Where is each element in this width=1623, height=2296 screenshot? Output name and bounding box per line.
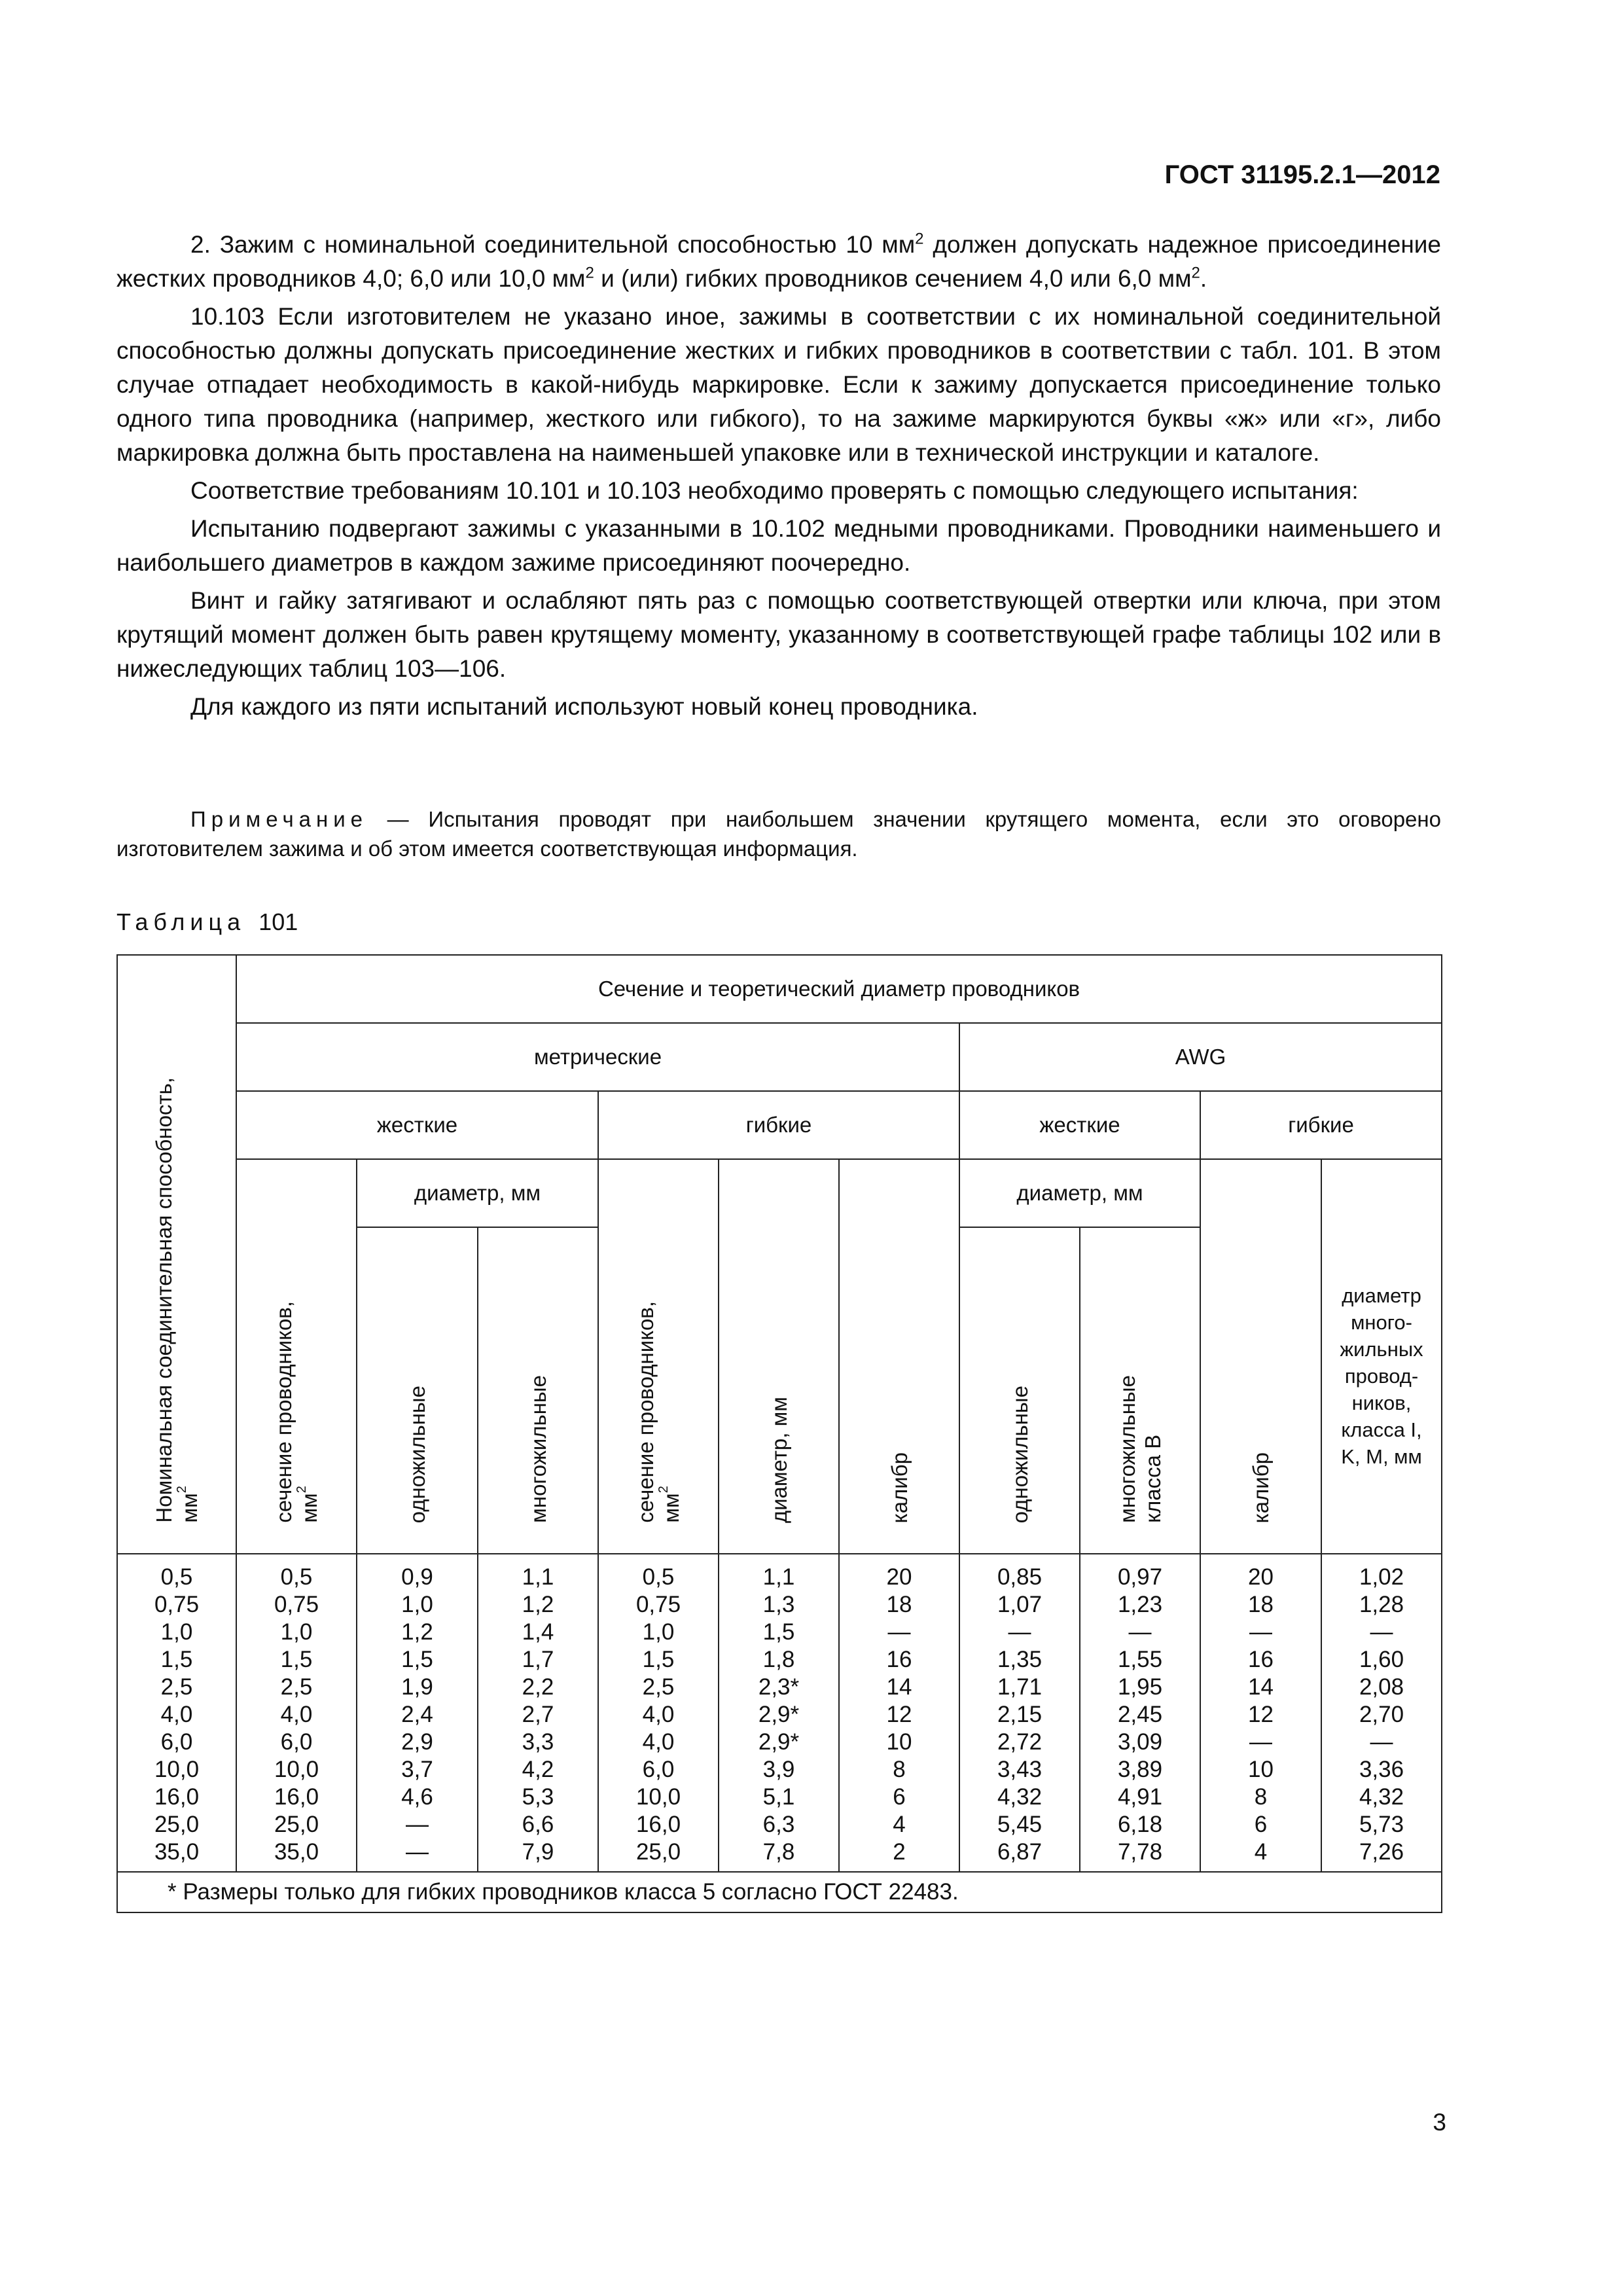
table-cell: 1,0 <box>280 1619 313 1645</box>
table-cell: 10 <box>886 1729 912 1755</box>
table-cell: 6,0 <box>642 1757 675 1782</box>
conductor-table <box>116 954 1442 1913</box>
table-cell: 2 <box>893 1839 906 1865</box>
col-awg-rigid-stranded <box>1080 1554 1200 1872</box>
note-text: — Испытания проводят при наибольшем значении крутящего момента, если это оговорено изготовителем зажима и об этом имеется соответствующая информация. <box>116 807 1441 861</box>
table-cell: 1,28 <box>1359 1592 1404 1617</box>
table-cell: 16,0 <box>154 1784 200 1810</box>
table-cell: 1,02 <box>1359 1564 1404 1590</box>
table-cell: 2,9 <box>401 1729 433 1755</box>
table-cell: 7,9 <box>522 1839 554 1865</box>
col-metric-flexible-diameter <box>719 1554 839 1872</box>
table-cell: 1,0 <box>401 1592 433 1617</box>
table-cell: 7,78 <box>1117 1839 1163 1865</box>
table-cell: 5,45 <box>997 1812 1043 1837</box>
table-cell: 4 <box>1254 1839 1268 1865</box>
table-cell: — <box>1249 1729 1272 1755</box>
note <box>116 804 1441 863</box>
table-cell: 14 <box>886 1674 912 1700</box>
table-cell: — <box>887 1619 911 1645</box>
table-cell: 0,75 <box>635 1592 681 1617</box>
table-cell: 6,3 <box>762 1812 795 1837</box>
page-number: 3 <box>1433 2109 1446 2136</box>
col-metric-rigid-section <box>236 1554 357 1872</box>
table-cell: 4,32 <box>997 1784 1043 1810</box>
table-cell: 0,85 <box>997 1564 1043 1590</box>
col-metric-rigid-stranded <box>478 1554 598 1872</box>
table-data-row <box>117 1554 1442 1872</box>
header-nominal-capacity: Номинальная соединительная способность, $мм^2$ <box>117 955 236 1554</box>
table-cell: 0,75 <box>274 1592 319 1617</box>
table-cell: — <box>1249 1619 1272 1645</box>
table-cell: 1,2 <box>522 1592 554 1617</box>
table-cell: 2,72 <box>997 1729 1043 1755</box>
col-awg-flexible-diameter <box>1321 1554 1442 1872</box>
table-cell: 18 <box>1248 1592 1274 1617</box>
table-cell: 4 <box>893 1812 906 1837</box>
table-cell: 12 <box>1248 1702 1274 1727</box>
table-cell: 10,0 <box>274 1757 319 1782</box>
table-cell: 16 <box>1248 1647 1274 1672</box>
table-cell: 3,9 <box>762 1757 795 1782</box>
table-cell: 1,0 <box>642 1619 675 1645</box>
table-cell: 3,09 <box>1117 1729 1163 1755</box>
table-cell: 4,32 <box>1359 1784 1404 1810</box>
table-cell: 1,4 <box>522 1619 554 1645</box>
table-cell: 2,9* <box>758 1702 800 1727</box>
table-cell: 4,91 <box>1117 1784 1163 1810</box>
col-awg-rigid-solid <box>959 1554 1080 1872</box>
table-cell: 2,5 <box>280 1674 313 1700</box>
table-cell: 4,0 <box>280 1702 313 1727</box>
table-cell: 20 <box>1248 1564 1274 1590</box>
table-cell: 7,8 <box>762 1839 795 1865</box>
table-cell: 5,1 <box>762 1784 795 1810</box>
table-cell: 8 <box>1254 1784 1268 1810</box>
col-metric-rigid-solid <box>357 1554 478 1872</box>
table-cell: 16,0 <box>274 1784 319 1810</box>
table-cell: 0,9 <box>401 1564 433 1590</box>
table-cell: 10,0 <box>635 1784 681 1810</box>
table-cell: 1,1 <box>522 1564 554 1590</box>
table-cell: 2,5 <box>642 1674 675 1700</box>
paragraph-item-2: 2. Зажим с номинальной соединительной способностью 10 $мм^2$ должен допускать надежное присоединение жестких проводников 4,0; 6,0 или 10,0 $мм^2$ и (или) гибких проводников сечением 4,0 или 6,0 $мм^2$. <box>116 230 1442 292</box>
header-awg-solid: одножильные <box>959 1227 1080 1554</box>
header-metric-flexible: гибкие <box>598 1091 959 1159</box>
table-cell: 2,4 <box>401 1702 433 1727</box>
table-cell: 7,26 <box>1359 1839 1404 1865</box>
table-cell: 1,07 <box>997 1592 1043 1617</box>
table-cell: 0,5 <box>160 1564 193 1590</box>
table-cell: 25,0 <box>635 1839 681 1865</box>
table-cell: 1,9 <box>401 1674 433 1700</box>
table-cell: 12 <box>886 1702 912 1727</box>
paragraph-test: Испытанию подвергают зажимы с указанными в 10.102 медными проводниками. Проводники наименьшего и наибольшего диаметров в каждом зажиме присоединяют поочередно. <box>116 515 1441 576</box>
table-cell: 3,7 <box>401 1757 433 1782</box>
table-cell: 0,97 <box>1117 1564 1163 1590</box>
table-cell: — <box>1008 1619 1031 1645</box>
table-cell: 6 <box>893 1784 906 1810</box>
table-cell: 0,5 <box>280 1564 313 1590</box>
table-cell: 20 <box>886 1564 912 1590</box>
paragraph-10-103: 10.103 Если изготовителем не указано иное, зажимы в соответствии с их номинальной соединительной способностью должны допускать присоединение жестких и гибких проводников в соответствии с табл. 101. В этом случае отпадает необходимость в какой-нибудь маркировке. Если к зажиму допускается присоединение только одного типа проводника (например, жесткого или гибкого), то на зажиме маркируются буквы «ж» или «г», либо маркировка должна быть проставлена на наименьшей упаковке или в технической инструкции и каталоге. <box>116 303 1441 466</box>
header-section-diameter: Сечение и теоретический диаметр проводников <box>236 955 1442 1023</box>
table-cell: — <box>1128 1619 1152 1645</box>
table-cell: 6,0 <box>280 1729 313 1755</box>
table-cell: 6,6 <box>522 1812 554 1837</box>
table-cell: 4,0 <box>642 1729 675 1755</box>
table-caption: Таблица 101 <box>116 908 298 935</box>
table-cell: 1,55 <box>1117 1647 1163 1672</box>
table-cell: 6,87 <box>997 1839 1043 1865</box>
table-cell: 10 <box>1248 1757 1274 1782</box>
table-cell: — <box>406 1839 429 1865</box>
table-cell: 35,0 <box>154 1839 200 1865</box>
table-cell: 18 <box>886 1592 912 1617</box>
table-cell: 1,2 <box>401 1619 433 1645</box>
header-metric-rigid-section: сечение проводников, $мм^2$ <box>236 1159 357 1554</box>
header-awg-flexible: гибкие <box>1200 1091 1442 1159</box>
table-cell: 1,7 <box>522 1647 554 1672</box>
body-text <box>116 228 1441 724</box>
table-cell: 4,2 <box>522 1757 554 1782</box>
header-metric-flexible-section: сечение проводников, $мм^2$ <box>598 1159 719 1554</box>
table-footnote: * Размеры только для гибких проводников класса 5 согласно ГОСТ 22483. <box>117 1872 1442 1912</box>
table-cell: 6,18 <box>1117 1812 1163 1837</box>
table-cell: 2,5 <box>160 1674 193 1700</box>
table-cell: — <box>1370 1729 1393 1755</box>
table-cell: — <box>1370 1619 1393 1645</box>
table-cell: — <box>406 1812 429 1837</box>
table-cell: 1,23 <box>1117 1592 1163 1617</box>
table-cell: 1,1 <box>762 1564 795 1590</box>
header-awg-flexible-diameter: диаметр много-жильных провод-ников, класса I, K, M, мм <box>1321 1159 1442 1554</box>
table-cell: 2,3* <box>758 1674 800 1700</box>
header-metric-rigid: жесткие <box>236 1091 598 1159</box>
document-code: ГОСТ 31195.2.1—2012 <box>1164 160 1440 189</box>
table-cell: 1,5 <box>280 1647 313 1672</box>
table-cell: 1,0 <box>160 1619 193 1645</box>
header-awg-flexible-gauge: калибр <box>1200 1159 1321 1554</box>
table-cell: 1,5 <box>401 1647 433 1672</box>
col-awg-rigid-gauge <box>839 1554 959 1872</box>
table-cell: 1,35 <box>997 1647 1043 1672</box>
header-metric-stranded: многожильные <box>478 1227 598 1554</box>
table-cell: 2,70 <box>1359 1702 1404 1727</box>
paragraph-new-end: Для каждого из пяти испытаний используют новый конец проводника. <box>190 693 978 720</box>
table-cell: 5,3 <box>522 1784 554 1810</box>
table-cell: 3,3 <box>522 1729 554 1755</box>
table-cell: 3,36 <box>1359 1757 1404 1782</box>
header-awg-rigid-gauge: калибр <box>839 1159 959 1554</box>
table-cell: 2,7 <box>522 1702 554 1727</box>
table-cell: 4,0 <box>642 1702 675 1727</box>
table-cell: 8 <box>893 1757 906 1782</box>
note-label: Примечание <box>190 807 368 831</box>
table-cell: 1,5 <box>642 1647 675 1672</box>
table-cell: 16 <box>886 1647 912 1672</box>
table-cell: 2,45 <box>1117 1702 1163 1727</box>
table-cell: 6 <box>1254 1812 1268 1837</box>
header-awg-stranded: многожильные класса B <box>1080 1227 1200 1554</box>
table-cell: 0,75 <box>154 1592 200 1617</box>
header-metric-solid: одножильные <box>357 1227 478 1554</box>
table-cell: 0,5 <box>642 1564 675 1590</box>
paragraph-torque: Винт и гайку затягивают и ослабляют пять раз с помощью соответствующей отвертки или ключа, при этом крутящий момент должен быть равен крутящему моменту, указанному в соответствующей графе таблицы 102 или в нижеследующих таблиц 103—106. <box>116 587 1441 682</box>
table-cell: 1,5 <box>762 1619 795 1645</box>
table-cell: 25,0 <box>274 1812 319 1837</box>
table-cell: 2,2 <box>522 1674 554 1700</box>
col-awg-flexible-gauge <box>1200 1554 1321 1872</box>
table-cell: 1,3 <box>762 1592 795 1617</box>
table-cell: 4,0 <box>160 1702 193 1727</box>
table-cell: 1,71 <box>997 1674 1043 1700</box>
table-cell: 5,73 <box>1359 1812 1404 1837</box>
table-cell: 1,5 <box>160 1647 193 1672</box>
table-cell: 6,0 <box>160 1729 193 1755</box>
paragraph-compliance: Соответствие требованиям 10.101 и 10.103 необходимо проверять с помощью следующего испытания: <box>190 477 1359 504</box>
header-metric: метрические <box>236 1023 959 1091</box>
table-cell: 1,8 <box>762 1647 795 1672</box>
table-cell: 2,15 <box>997 1702 1043 1727</box>
table-cell: 1,95 <box>1117 1674 1163 1700</box>
table-cell: 35,0 <box>274 1839 319 1865</box>
header-awg-rigid: жесткие <box>959 1091 1200 1159</box>
table-cell: 2,08 <box>1359 1674 1404 1700</box>
table-cell: 16,0 <box>635 1812 681 1837</box>
table-cell: 10,0 <box>154 1757 200 1782</box>
table-cell: 1,60 <box>1359 1647 1404 1672</box>
header-awg-rigid-diameter: диаметр, мм <box>959 1159 1200 1227</box>
table-cell: 2,9* <box>758 1729 800 1755</box>
table-cell: 4,6 <box>401 1784 433 1810</box>
table-cell: 25,0 <box>154 1812 200 1837</box>
col-metric-flexible-section <box>598 1554 719 1872</box>
header-metric-rigid-diameter: диаметр, мм <box>357 1159 598 1227</box>
header-awg: AWG <box>959 1023 1442 1091</box>
table-cell: 14 <box>1248 1674 1274 1700</box>
table-cell: 3,89 <box>1117 1757 1163 1782</box>
table-cell: 3,43 <box>997 1757 1043 1782</box>
col-nominal-capacity <box>117 1554 236 1872</box>
header-metric-flexible-diameter: диаметр, мм <box>719 1159 839 1554</box>
